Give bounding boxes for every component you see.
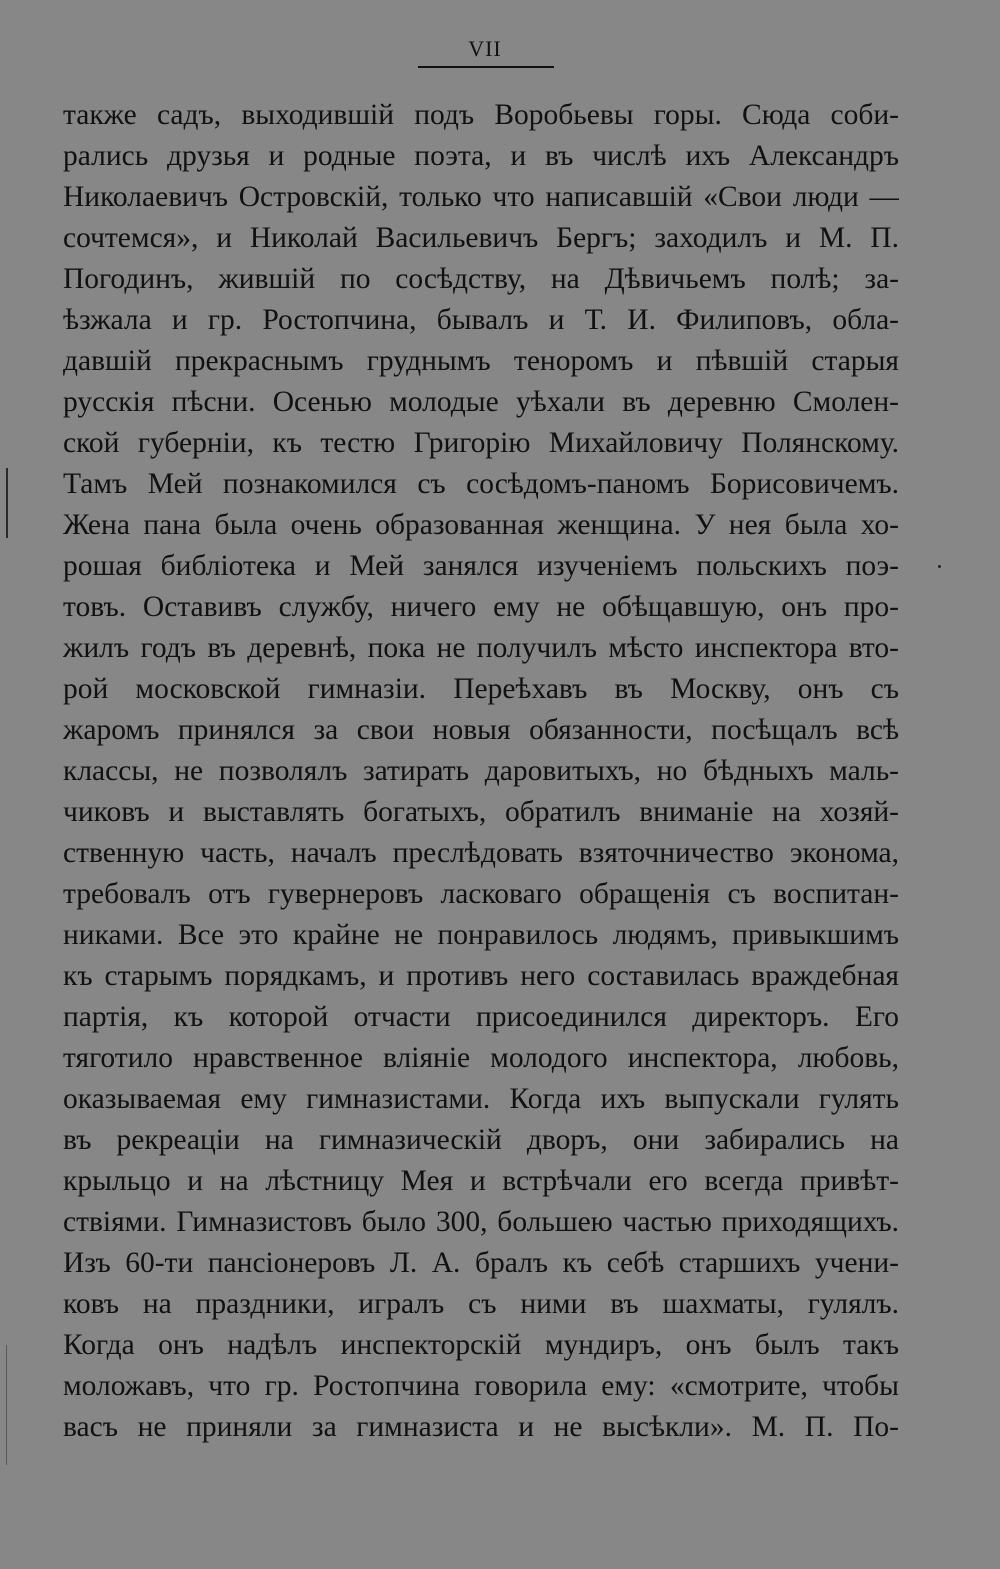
- scan-speck: [938, 565, 941, 568]
- text-line: также садъ, выходившій подъ Воробьевы горы. Сюда соби-: [63, 99, 899, 131]
- text-line: давшій прекраснымъ груднымъ теноромъ и пѣвшій старыя: [63, 345, 899, 377]
- text-line: классы, не позволялъ затирать даровитыхъ, но бѣдныхъ маль-: [63, 755, 899, 787]
- text-line: Изъ 60-ти пансіонеровъ Л. А. бралъ къ себѣ старшихъ учени-: [63, 1247, 899, 1279]
- text-line: къ старымъ порядкамъ, и противъ него составилась враждебная: [63, 960, 899, 992]
- text-line: въ рекреаціи на гимназическій дворъ, они забирались на: [63, 1124, 899, 1156]
- text-line: ственную часть, началъ преслѣдовать взяточничество эконома,: [63, 837, 899, 869]
- text-line: ковъ на праздники, игралъ съ ними въ шахматы, гулялъ.: [63, 1288, 899, 1320]
- text-line: партія, къ которой отчасти присоединился директоръ. Его: [63, 1001, 899, 1033]
- text-line: Погодинъ, жившій по сосѣдству, на Дѣвичьемъ полѣ; за-: [63, 263, 899, 295]
- header-rule: [418, 66, 554, 68]
- text-line: рались друзья и родные поэта, и въ числѣ ихъ Александръ: [63, 140, 899, 172]
- text-line: товъ. Оставивъ службу, ничего ему не обѣщавшую, онъ про-: [63, 591, 899, 623]
- text-line: Жена пана была очень образованная женщина. У нея была хо-: [63, 509, 899, 541]
- text-line: чиковъ и выставлять богатыхъ, обратилъ вниманіе на хозяй-: [63, 796, 899, 828]
- text-column: [63, 95, 899, 1448]
- text-line: оказываемая ему гимназистами. Когда ихъ выпускали гулять: [63, 1083, 899, 1115]
- text-line: ской губерніи, къ тестю Григорію Михайловичу Полянскому.: [63, 427, 899, 459]
- text-line: Тамъ Мей познакомился съ сосѣдомъ-паномъ Борисовичемъ.: [63, 468, 899, 500]
- text-line: сочтемся», и Николай Васильевичъ Бергъ; заходилъ и М. П.: [63, 222, 899, 254]
- text-line: ствіями. Гимназистовъ было 300, большею частью приходящихъ.: [63, 1206, 899, 1238]
- text-line: Николаевичъ Островскій, только что написавшій «Свои люди —: [63, 181, 899, 213]
- text-line: рой московской гимназіи. Переѣхавъ въ Москву, онъ съ: [63, 673, 899, 705]
- scan-margin-mark: [6, 1345, 7, 1465]
- text-line: рошая библіотека и Мей занялся изученіемъ польскихъ поэ-: [63, 550, 899, 582]
- text-line: тяготило нравственное вліяніе молодого инспектора, любовь,: [63, 1042, 899, 1074]
- text-line: требовалъ отъ гувернеровъ ласковаго обращенія съ воспитан-: [63, 878, 899, 910]
- scan-margin-mark: [6, 468, 8, 538]
- text-line: крыльцо и на лѣстницу Мея и встрѣчали его всегда привѣт-: [63, 1165, 899, 1197]
- text-line: жаромъ принялся за свои новыя обязанности, посѣщалъ всѣ: [63, 714, 899, 746]
- text-line: никами. Все это крайне не понравилось людямъ, привыкшимъ: [63, 919, 899, 951]
- text-line: моложавъ, что гр. Ростопчина говорила ему: «смотрите, чтобы: [63, 1370, 899, 1402]
- text-line: васъ не приняли за гимназиста и не высѣкли». М. П. По-: [63, 1411, 899, 1443]
- page-number: VII: [468, 36, 502, 61]
- text-line: Когда онъ надѣлъ инспекторскій мундиръ, онъ былъ такъ: [63, 1329, 899, 1361]
- text-line: ѣзжала и гр. Ростопчина, бывалъ и Т. И. Филиповъ, обла-: [63, 304, 899, 336]
- text-line: жилъ годъ въ деревнѣ, пока не получилъ мѣсто инспектора вто-: [63, 632, 899, 664]
- text-line: русскія пѣсни. Осенью молодые уѣхали въ деревню Смолен-: [63, 386, 899, 418]
